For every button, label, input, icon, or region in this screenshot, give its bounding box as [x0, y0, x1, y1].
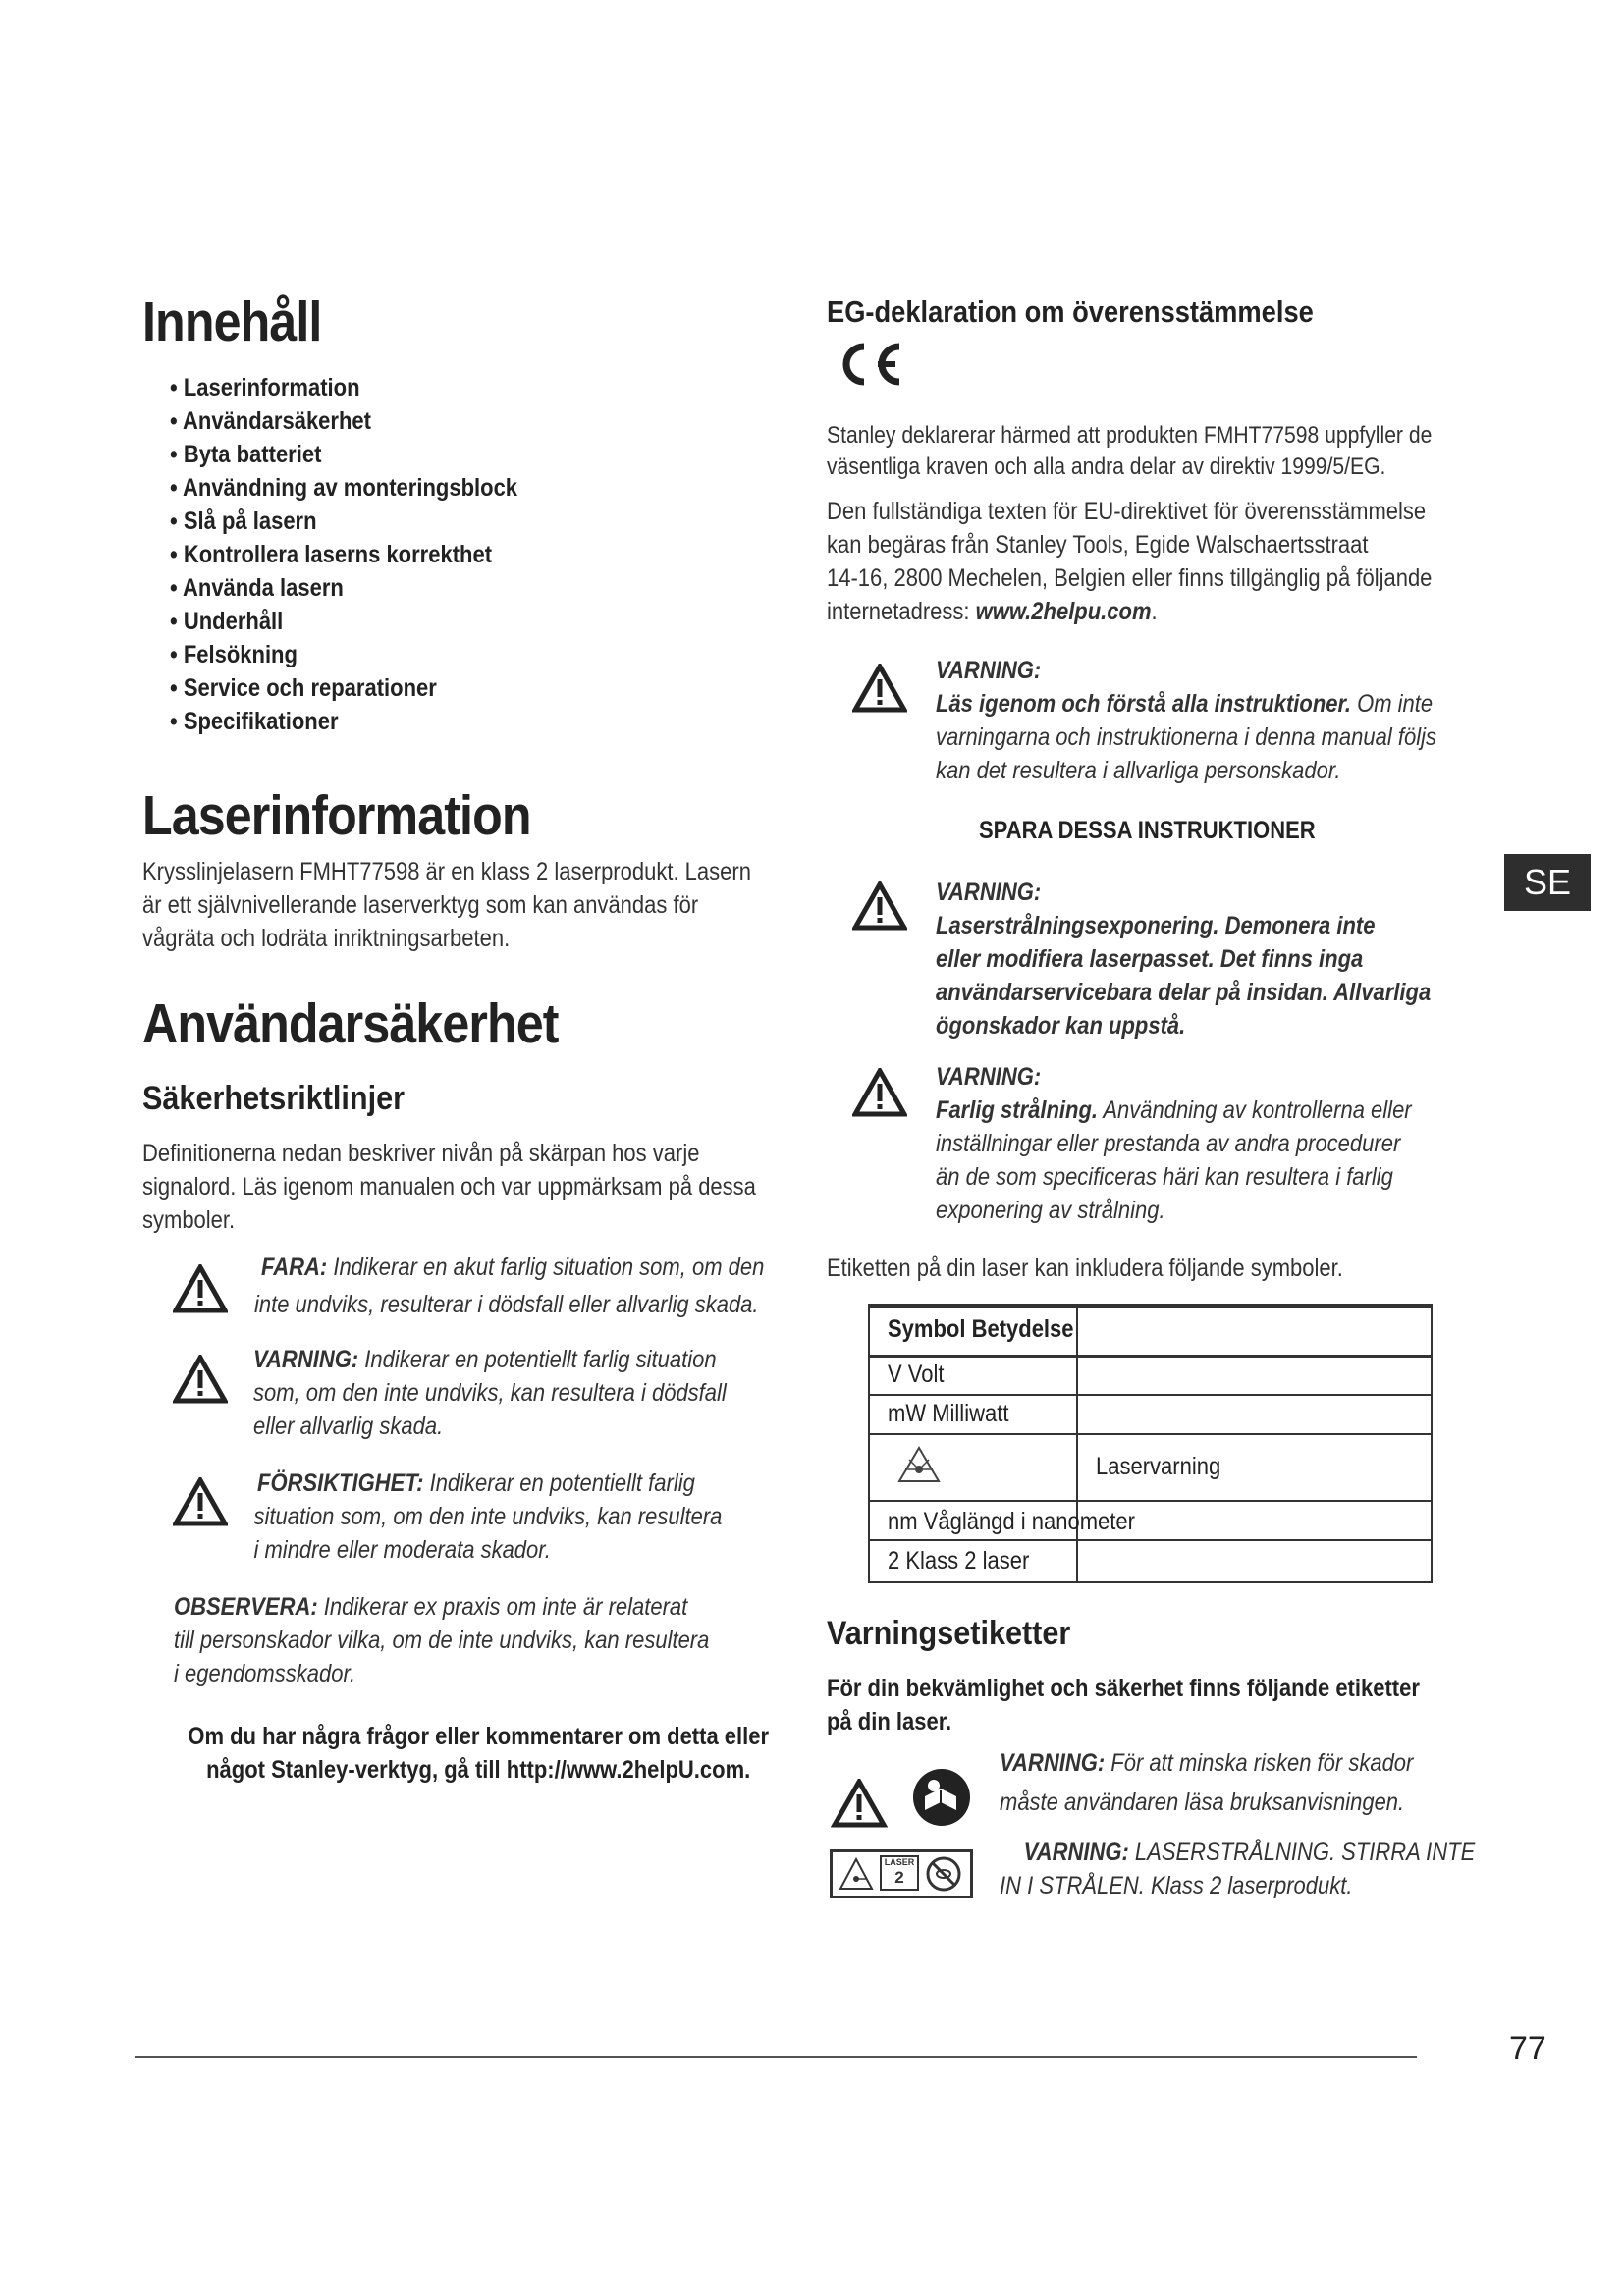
contents-list	[170, 371, 517, 738]
ec-line: Stanley deklarerar härmed att produkten FMHT77598 uppfyller de	[827, 422, 1433, 449]
label-2-line: LASERSTRÅLNING. STIRRA INTE	[1128, 1839, 1476, 1866]
fara-line: Indikerar en akut farlig situation som, om den	[327, 1254, 765, 1281]
label-1-line: För att minska risken för skador	[1105, 1749, 1414, 1777]
varning-line: som, om den inte undviks, kan resultera i dödsfall	[253, 1379, 727, 1407]
laser-badge-text: LASER	[884, 1857, 915, 1867]
table-column-divider	[1076, 1304, 1078, 1583]
ec-line: internetadress:	[827, 598, 976, 625]
laser-warning-icon	[839, 1857, 874, 1891]
save-instructions: SPARA DESSA INSTRUKTIONER	[979, 817, 1316, 844]
table-cell: 2 Klass 2 laser	[888, 1547, 1030, 1575]
warning-bold: Farlig strålning.	[936, 1096, 1099, 1124]
varning-line: eller allvarlig skada.	[253, 1413, 444, 1440]
laserinfo-text	[142, 855, 751, 955]
warning-line: kan det resultera i allvarliga personskador.	[936, 757, 1341, 784]
language-tab-se: SE	[1504, 854, 1591, 911]
warning-line: exponering av strålning.	[936, 1197, 1165, 1224]
ec-title: EG-deklaration om överensstämmelse	[827, 294, 1314, 329]
warning-triangle-icon	[831, 1779, 888, 1828]
observera-line: i egendomsskador.	[174, 1660, 356, 1687]
laserinfo-line: Krysslinjelasern FMHT77598 är en klass 2 laserprodukt. Lasern	[142, 858, 751, 885]
warning-line: eller modifiera laserpasset. Det finns inga	[936, 945, 1364, 973]
laserinfo-title: Laserinformation	[142, 784, 531, 847]
table-cell: nm Våglängd i nanometer	[888, 1508, 1135, 1535]
forsiktighet-label: FÖRSIKTIGHET:	[257, 1469, 424, 1497]
safety-title: Användarsäkerhet	[142, 992, 559, 1055]
table-rule	[868, 1500, 1433, 1502]
warning-triangle-icon	[852, 1068, 907, 1117]
observera-label: OBSERVERA:	[174, 1593, 318, 1621]
fara-line: inte undviks, resulterar i dödsfall eller allvarlig skada.	[253, 1291, 759, 1318]
observera-line: till personskador vilka, om de inte undviks, kan resultera	[174, 1627, 710, 1654]
contents-item: • Laserinformation	[170, 374, 360, 401]
warning-triangle-icon	[173, 1355, 228, 1404]
read-manual-icon	[911, 1767, 972, 1828]
contents-item: • Underhåll	[170, 608, 284, 635]
warning-line: Om inte	[1350, 690, 1434, 718]
contents-item: • Slå på lasern	[170, 507, 317, 535]
labels-title: Varningsetiketter	[827, 1615, 1071, 1652]
intro-line: Definitionerna nedan beskriver nivån på skärpan hos varje	[142, 1140, 700, 1167]
footer-rule	[135, 2056, 1417, 2058]
contents-item: • Specifikationer	[170, 708, 339, 735]
laser-badge-number: 2	[894, 1868, 904, 1887]
ec-paragraph-2	[827, 495, 1432, 628]
warning-triangle-icon	[173, 1264, 228, 1313]
labels-intro-line: på din laser.	[827, 1708, 952, 1735]
ec-line: kan begäras från Stanley Tools, Egide Walschaertsstraat	[827, 531, 1369, 559]
laser-class-badge	[880, 1855, 919, 1891]
no-stare-icon	[925, 1855, 962, 1893]
label-intro: Etiketten på din laser kan inkludera följande symboler.	[827, 1255, 1343, 1282]
warning-triangle-icon	[173, 1477, 228, 1526]
warning-label: VARNING:	[936, 657, 1042, 684]
table-rule	[868, 1394, 1433, 1396]
labels-intro	[827, 1672, 1420, 1738]
contents-title: Innehåll	[142, 291, 322, 353]
table-rule	[868, 1433, 1433, 1435]
forsiktighet-line: i mindre eller moderata skador.	[253, 1536, 551, 1564]
warning-bold: Läs igenom och förstå alla instruktioner.	[936, 690, 1351, 718]
ec-line-suffix: .	[1151, 598, 1158, 625]
warning-line: varningarna och instruktionerna i denna manual följs	[936, 723, 1436, 751]
observera-text	[174, 1590, 709, 1690]
label-1-text	[1000, 1743, 1413, 1822]
warning-line: än de som specificeras häri kan resultera i farlig	[936, 1163, 1393, 1191]
laser-warning-icon	[897, 1446, 941, 1483]
table-rule	[868, 1539, 1433, 1541]
label-2-label: VARNING:	[1023, 1839, 1129, 1866]
warning-label: VARNING:	[936, 879, 1042, 906]
warning-line: användarservicebara delar på insidan. Allvarliga	[936, 979, 1432, 1006]
symbol-table	[868, 1304, 1433, 1583]
table-header: Symbol Betydelse	[888, 1315, 1074, 1343]
contents-item: • Felsökning	[170, 641, 298, 668]
safety-intro	[142, 1137, 756, 1237]
ec-line: Den fullständiga texten för EU-direktivet för överensstämmelse	[827, 498, 1427, 525]
contact-text	[163, 1720, 793, 1787]
warning-line: Användning av kontrollerna eller	[1098, 1096, 1412, 1124]
table-cell: V Volt	[888, 1361, 945, 1388]
varning-text	[253, 1343, 727, 1443]
warning-line: ögonskador kan uppstå.	[936, 1012, 1186, 1040]
ec-url-link[interactable]: www.2helpu.com	[975, 598, 1152, 625]
table-cell: Laservarning	[1096, 1453, 1221, 1480]
contents-item: • Kontrollera laserns korrekthet	[170, 541, 493, 568]
ec-line: 14-16, 2800 Mechelen, Belgien eller finns tillgänglig på följande	[827, 564, 1433, 592]
varning-label: VARNING:	[253, 1346, 359, 1373]
contact-line: något Stanley-verktyg, gå till http://www.2helpU.com.	[206, 1756, 751, 1784]
warning-3	[936, 1060, 1412, 1227]
label-1-line: måste användaren läsa bruksanvisningen.	[1000, 1789, 1405, 1816]
table-rule	[868, 1355, 1433, 1358]
ce-mark-icon	[835, 339, 905, 390]
contents-item: • Använda lasern	[170, 574, 344, 602]
table-cell: mW Milliwatt	[888, 1400, 1009, 1427]
label-1-label: VARNING:	[1000, 1749, 1106, 1777]
contents-item: • Byta batteriet	[170, 441, 322, 468]
laserinfo-line: vågräta och lodräta inriktningsarbeten.	[142, 925, 511, 952]
table-frame	[868, 1304, 1433, 1583]
label-2-text	[1000, 1836, 1475, 1902]
warning-line: Laserstrålningsexponering. Demonera inte	[936, 912, 1376, 939]
contents-item: • Service och reparationer	[170, 674, 437, 702]
contents-item: • Användarsäkerhet	[170, 407, 371, 435]
intro-line: signalord. Läs igenom manualen och var uppmärksam på dessa	[142, 1173, 756, 1201]
warning-label: VARNING:	[936, 1063, 1042, 1091]
forsiktighet-line: situation som, om den inte undviks, kan resultera	[253, 1503, 723, 1530]
warning-triangle-icon	[852, 881, 907, 931]
page-number: 77	[1509, 2030, 1546, 2067]
ec-line: väsentliga kraven och alla andra delar av direktiv 1999/5/EG.	[827, 454, 1386, 480]
warning-triangle-icon	[852, 664, 907, 713]
label-2-line: IN I STRÅLEN. Klass 2 laserprodukt.	[1000, 1872, 1353, 1899]
contact-line: Om du har några frågor eller kommentarer om detta eller	[188, 1723, 770, 1750]
labels-intro-line: För din bekvämlighet och säkerhet finns följande etiketter	[827, 1675, 1420, 1702]
varning-line: Indikerar en potentiellt farlig situation	[358, 1346, 717, 1373]
forsiktighet-line: Indikerar en potentiellt farlig	[423, 1469, 695, 1497]
warning-line: inställningar eller prestanda av andra procedurer	[936, 1130, 1401, 1157]
laser-label-strip	[830, 1849, 973, 1898]
contents-item: • Användning av monteringsblock	[170, 474, 518, 502]
warning-1	[936, 654, 1436, 787]
forsiktighet-text	[253, 1467, 723, 1567]
observera-line: Indikerar ex praxis om inte är relaterat	[317, 1593, 688, 1621]
fara-label: FARA:	[261, 1254, 328, 1281]
fara-text	[253, 1251, 765, 1321]
intro-line: symboler.	[142, 1206, 236, 1234]
safety-subtitle: Säkerhetsriktlinjer	[142, 1080, 406, 1117]
ec-paragraph-1	[827, 420, 1432, 483]
warning-2	[936, 876, 1431, 1042]
laserinfo-line: är ett självnivellerande laserverktyg som kan användas för	[142, 891, 699, 919]
